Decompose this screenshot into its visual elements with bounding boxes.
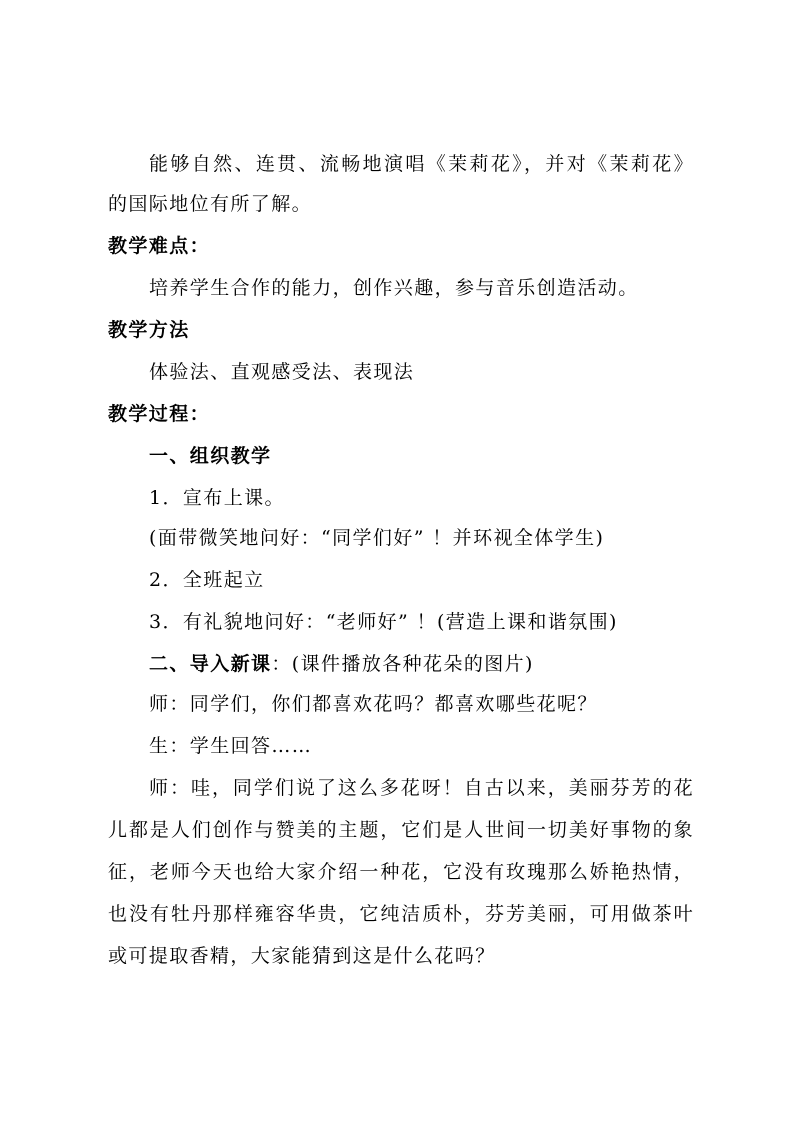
list-item: 2．全班起立 [149,569,265,591]
section-heading-difficulty: 教学难点： [108,235,211,257]
paragraph-line: 师：哇，同学们说了这么多花呀！自古以来，美丽芬芳的花 [149,777,694,799]
paragraph-line: 生：学生回答…… [149,735,313,757]
paragraph-line: 培养学生合作的能力，创作兴趣，参与音乐创造活动。 [149,277,639,299]
paragraph-line: 儿都是人们创作与赞美的主题，它们是人世间一切美好事物的象 [108,819,694,841]
paragraph-line: 也没有牡丹那样雍容华贵，它纯洁质朴，芬芳美丽，可用做茶叶 [108,903,694,925]
paragraph-line: 征，老师今天也给大家介绍一种花，它没有玫瑰那么娇艳热情， [108,861,694,883]
subsection-title-organize: 一、组织教学 [149,445,272,467]
paragraph-line: 的国际地位有所了解。 [108,193,313,215]
section-heading-process: 教学过程： [108,403,211,425]
section-heading-method: 教学方法 [108,319,190,341]
paragraph-line: 或可提取香精，大家能猜到这是什么花吗？ [108,945,496,967]
paragraph-line: 体验法、直观感受法、表现法 [149,361,415,383]
list-item: 1．宣布上课。 [149,487,285,509]
list-item: 3．有礼貌地问好：“老师好” ！(营造上课和谐氛围) [149,611,618,633]
paragraph-line: 师：同学们，你们都喜欢花吗？都喜欢哪些花呢？ [149,693,598,715]
subsection-title-line [149,650,534,678]
paragraph-line: 能够自然、连贯、流畅地演唱《茉莉花》，并对《茉莉花》 [149,153,694,175]
paragraph-line: (面带微笑地问好：“同学们好” ！并环视全体学生) [149,527,605,549]
subsection-title-intro: 二、导入新课 [149,653,272,675]
subsection-title-note: ：(课件播放各种花朵的图片) [271,653,534,675]
